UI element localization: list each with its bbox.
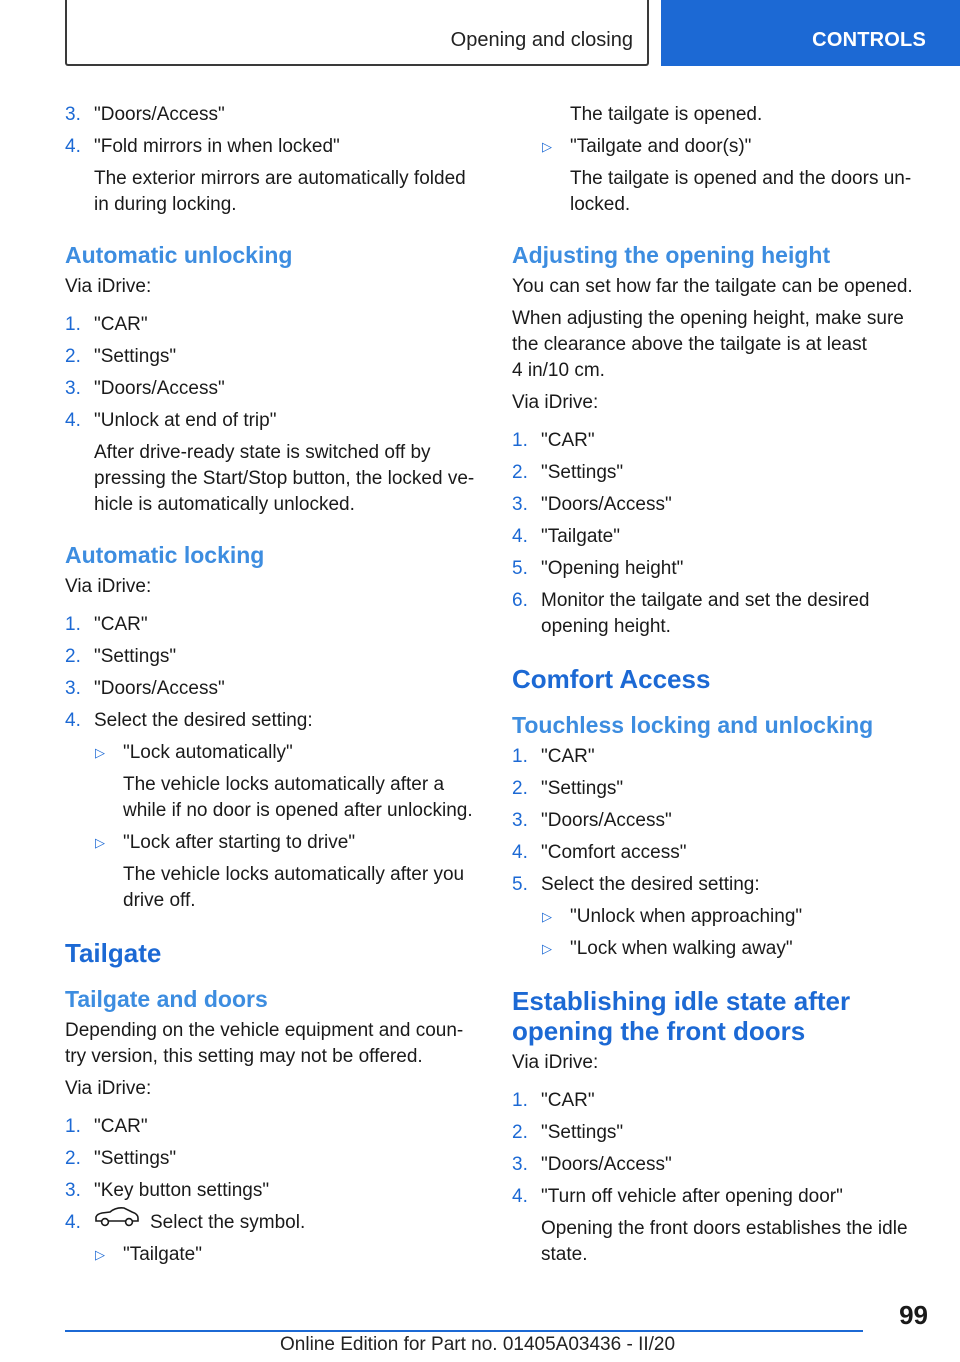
heading-automatic-locking: Automatic locking: [65, 542, 265, 568]
sub-item: ▷ "Lock automatically": [65, 740, 483, 766]
left-column: [65, 102, 483, 1274]
triangle-bullet-icon: ▷: [542, 941, 552, 956]
list-item: 3. "Doors/Access": [512, 810, 672, 831]
list-item: 1. "CAR": [65, 614, 148, 635]
list-item: 1. "CAR": [512, 430, 595, 451]
paragraph: Depending on the vehicle equipment and coun‐try version, this setting may not be offered.: [65, 1020, 464, 1067]
triangle-bullet-icon: ▷: [542, 139, 552, 154]
heading-opening-height: Adjusting the opening height: [512, 242, 831, 268]
heading-tailgate-and-doors: Tailgate and doors: [65, 986, 268, 1012]
heading-idle-state: Establishing idle state after opening the front doors: [512, 986, 851, 1046]
sub-item: ▷ "Lock when walking away": [512, 936, 930, 962]
list-item: 3. "Doors/Access": [65, 104, 225, 125]
sub-item: ▷ "Tailgate and door(s)": [512, 134, 930, 160]
paragraph: When adjusting the opening height, make sure the clearance above the tailgate is at least 4 in/10 cm.: [512, 308, 904, 381]
list-item: 2. "Settings": [512, 778, 624, 799]
triangle-bullet-icon: ▷: [95, 745, 105, 760]
sub-item: ▷ "Tailgate": [65, 1242, 483, 1268]
list-item: 5. Select the desired setting:: [512, 874, 760, 895]
intro-text: Via iDrive:: [65, 576, 152, 597]
intro-text: Via iDrive:: [512, 1052, 599, 1073]
chapter-title: CONTROLS: [812, 29, 926, 51]
list-item: 4. "Fold mirrors in when locked": [65, 136, 340, 157]
triangle-bullet-icon: ▷: [95, 835, 105, 850]
section-tab: [65, 0, 649, 66]
list-item: 3. "Key button settings": [65, 1180, 270, 1201]
list-item: 2. "Settings": [65, 646, 177, 667]
list-item: 4. "Unlock at end of trip": [65, 410, 277, 431]
sub-item-description: The tailgate is opened and the doors un‐locked.: [570, 168, 912, 215]
footer-divider: [65, 1330, 863, 1332]
item-description: After drive-ready state is switched off by pressing the Start/Stop button, the locked ve‐hicle is automatically unlocked.: [94, 442, 475, 515]
list-item: 3. "Doors/Access": [512, 1154, 672, 1175]
intro-text: Via iDrive:: [65, 1078, 152, 1099]
list-item: 1. "CAR": [512, 1090, 595, 1111]
edition-note: Online Edition for Part no. 01405A03436 - II/20: [280, 1334, 676, 1355]
intro-text: Via iDrive:: [65, 276, 152, 297]
heading-tailgate: Tailgate: [65, 938, 162, 968]
list-item: 4. "Comfort access": [512, 842, 687, 863]
section-title: Opening and closing: [450, 29, 633, 51]
list-item: 5. "Opening height": [512, 558, 684, 579]
triangle-bullet-icon: ▷: [95, 1247, 105, 1263]
sub-item-description: The vehicle locks automatically after a while if no door is opened after unlocking.: [123, 774, 473, 821]
sub-item: ▷ "Lock after starting to drive": [65, 830, 483, 856]
list-item: 1. "CAR": [512, 746, 595, 767]
list-item: 3. "Doors/Access": [512, 494, 672, 515]
sub-item-description: The vehicle locks automatically after you drive off.: [123, 864, 465, 911]
paragraph: You can set how far the tailgate can be opened.: [512, 276, 913, 297]
list-item: 1. "CAR": [65, 1116, 148, 1137]
sub-item: ▷ "Unlock when approaching": [512, 904, 930, 930]
list-item: 3. "Doors/Access": [65, 378, 225, 399]
intro-text: Via iDrive:: [512, 392, 599, 413]
item-description: Opening the front doors establishes the idle state.: [541, 1218, 908, 1265]
list-item: 4. Select the symbol.: [65, 1210, 483, 1236]
triangle-bullet-icon: ▷: [542, 909, 552, 924]
list-item: 2. "Settings": [512, 1122, 624, 1143]
list-item: 2. "Settings": [65, 346, 177, 367]
car-tailgate-icon: [94, 1206, 140, 1236]
list-item: 3. "Doors/Access": [65, 678, 225, 699]
heading-touchless-locking: Touchless locking and unlocking: [512, 712, 874, 738]
heading-comfort-access: Comfort Access: [512, 664, 711, 694]
list-item: 4. Select the desired setting:: [65, 710, 313, 731]
list-item: 4. "Tailgate": [512, 526, 620, 547]
list-item: 1. "CAR": [65, 314, 148, 335]
list-item: 4. "Turn off vehicle after opening door": [512, 1186, 843, 1207]
list-item: 6. Monitor the tailgate and set the desired opening height.: [512, 590, 870, 637]
list-item: 2. "Settings": [65, 1148, 177, 1169]
item-description: The exterior mirrors are automatically folded in during locking.: [94, 168, 466, 215]
heading-automatic-unlocking: Automatic unlocking: [65, 242, 293, 268]
chapter-tab: [661, 0, 960, 66]
list-item: 2. "Settings": [512, 462, 624, 483]
right-column: [512, 102, 930, 1274]
sub-item-description: The tailgate is opened.: [570, 104, 763, 125]
page-number: 99: [899, 1300, 928, 1330]
